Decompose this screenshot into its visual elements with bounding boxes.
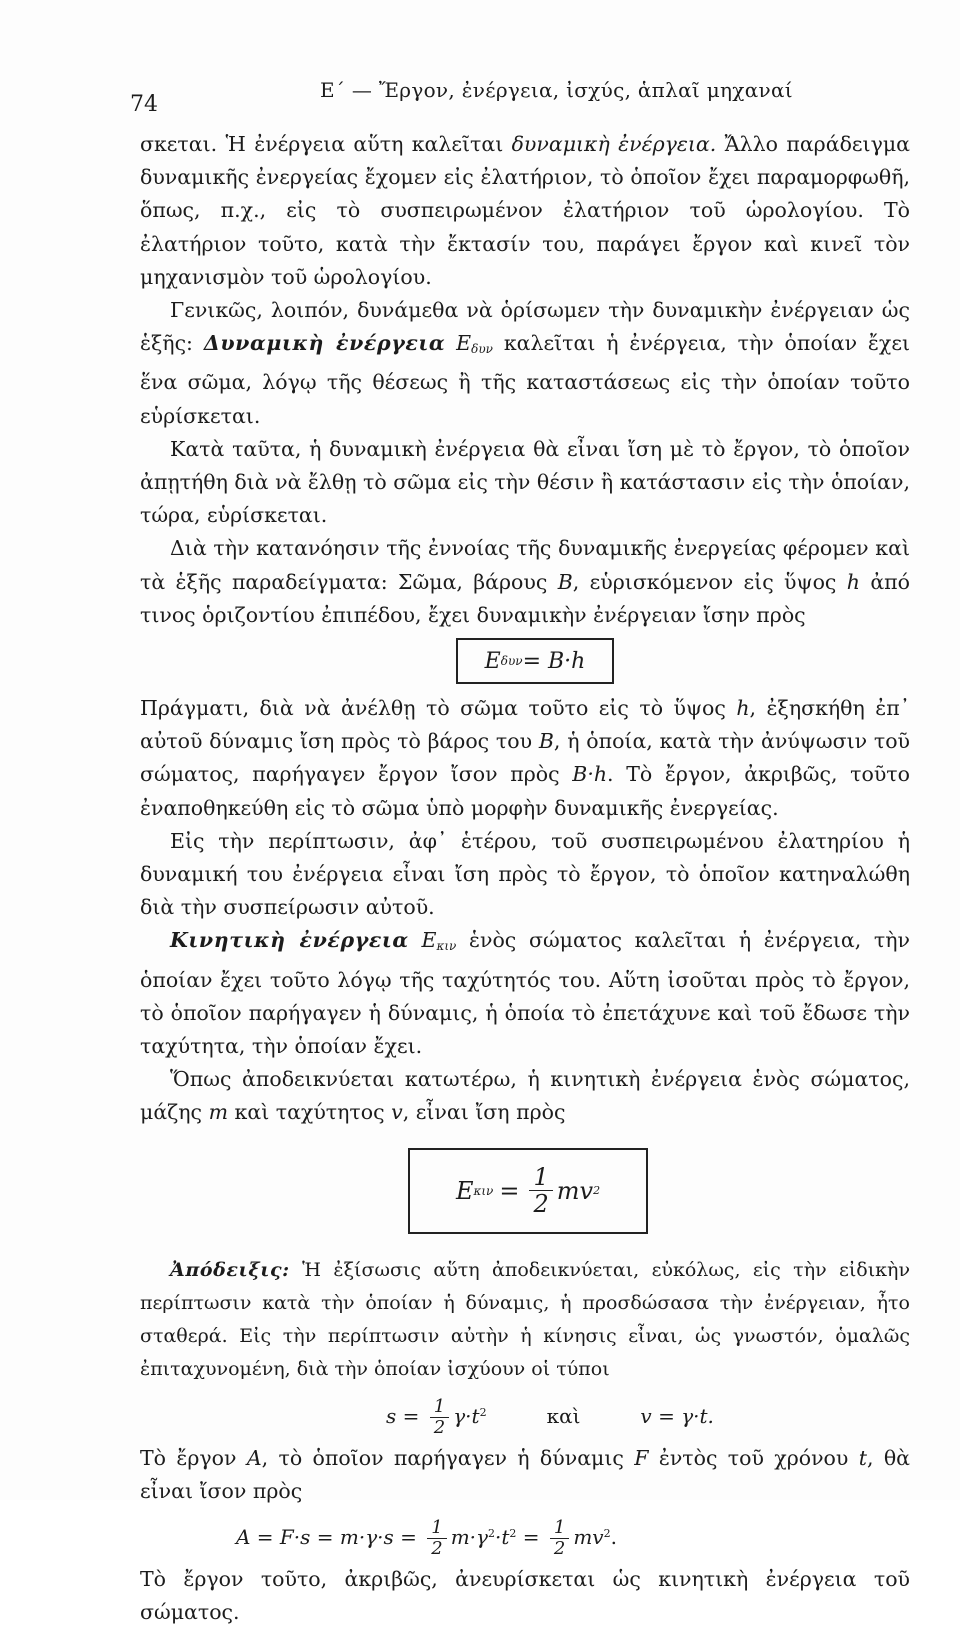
paragraph-conclusion: Τὸ ἔργον τοῦτο, ἀκριβῶς, ἀνευρίσκεται ὡς κινητικὴ ἐνέργεια τοῦ σώματος. — [140, 1566, 910, 1625]
formula-kinetic-energy: E κιν = $\frac{1}{2}$ mv 2 — [408, 1148, 648, 1234]
paragraph-potential-definition: Γενικῶς, λοιπόν, δυνάμεθα νὰ ὁρίσωμεν τὴν δυναμικὴν ἐνέργειαν ὡς ἑξῆς: Δυναμικὴ ἐνέργεια $E_{\delta\upsilon\nu}$ καλεῖται ἡ ἐνέργεια, τὴν ὁποίαν ἔχει ἕνα σῶμα, λόγῳ τῆς θέσεως ἢ τῆς καταστάσεως εἰς τὴν ὁποίαν τοῦτο εὑρίσκεται. — [140, 298, 910, 428]
paragraph-kinetic-intro: Ὅπως ἀποδεικνύεται κατωτέρω, ἡ κινητικὴ ἐνέργεια ἑνὸς σώματος, μάζης m καὶ ταχύτητος v, εἶναι ἴση πρὸς — [140, 1067, 910, 1125]
fraction-one-half: $\frac{1}{2}$ — [529, 1164, 552, 1218]
fraction-one-half: $\frac{1}{2}$ — [430, 1397, 449, 1438]
term-kinetic-energy: Κινητικὴ ἐνέργεια — [170, 928, 409, 953]
formula-potential-energy: E δυν = B·h — [456, 638, 614, 684]
fraction-one-half: $\frac{1}{2}$ — [427, 1518, 446, 1559]
paragraph-work-equivalence: Κατὰ ταῦτα, ἡ δυναμικὴ ἐνέργεια θὰ εἶναι ἴση μὲ τὸ ἔργον, τὸ ὁποῖον ἀπῃτήθη διὰ νὰ ἔλθῃ τὸ σῶμα εἰς τὴν θέσιν ἢ κατάστασιν εἰς τὴν ὁποίαν, τώρα, εὑρίσκεται. — [140, 436, 910, 528]
page-number: 74 — [130, 92, 158, 117]
paragraph-explanation: Πράγματι, διὰ νὰ ἀνέλθῃ τὸ σῶμα τοῦτο εἰς τὸ ὕψος h, ἐξησκήθη ἐπ᾿ αὐτοῦ δύναμις ἴση πρὸς τὸ βάρος του B, ἡ ὁποία, κατὰ τὴν ἀνύψωσιν τοῦ σώματος, παρήγαγεν ἔργον ἴσον πρὸς B·h. Τὸ ἔργον, ἀκριβῶς, τοῦτο ἐναποθηκεύθη εἰς τὸ σῶμα ὑπὸ μορφὴν δυναμικῆς ἐνεργείας. — [140, 696, 911, 820]
fraction-one-half: $\frac{1}{2}$ — [550, 1518, 569, 1559]
paragraph-kinetic-definition: Κινητικὴ ἐνέργεια $E_{\kappa\iota\nu}$ ἑνὸς σώματος καλεῖται ἡ ἐνέργεια, τὴν ὁποίαν ἔχει τοῦτο λόγῳ τῆς ταχύτητός του. Αὕτη ἰσοῦται πρὸς τὸ ἔργον, τὸ ὁποῖον παρήγαγεν ἡ δύναμις, ἡ ὁποία τὸ ἐπετάχυνε καὶ τοῦ ἔδωσε τὴν ταχύτητα, τὴν ὁποίαν ἔχει. — [140, 928, 910, 1059]
paragraph-potential-intro: σκεται. Ἡ ἐνέργεια αὕτη καλεῖται δυναμικὴ ἐνέργεια. Ἄλλο παράδειγμα δυναμικῆς ἐνεργείας ἔχομεν εἰς ἐλατήριον, τὸ ὁποῖον ἔχει παραμορφωθῆ, ὅπως, π.χ., εἰς τὸ συσπειρωμένον ἐλατήριον τοῦ ὡρολογίου. Τὸ ἐλατήριον τοῦτο, κατὰ τὴν ἔκτασίν του, παράγει ἔργον καὶ κινεῖ τὸν μηχανισμὸν τοῦ ὡρολογίου. — [140, 132, 910, 289]
equations-kinematics: s = $\frac{1}{2}$ $\gamma\cdot t^2$ καὶ v = γ·t. — [386, 1395, 714, 1438]
page-header — [130, 78, 910, 118]
term-potential-energy: Δυναμικὴ ἐνέργεια — [203, 331, 446, 356]
running-title: Ε΄ — Ἔργον, ἐνέργεια, ἰσχύς, ἁπλαῖ μηχαναί — [320, 78, 793, 102]
paragraph-proof: Ἀπόδειξις: Ἡ ἐξίσωσις αὕτη ἀποδεικνύεται, εὐκόλως, εἰς τὴν εἰδικὴν περίπτωσιν κατὰ τὴν ὁποίαν ἡ δύναμις, ἡ προσδώσασα τὴν ἐνέργειαν, ἦτο σταθερά. Εἰς τὴν περίπτωσιν αὐτὴν ἡ κίνησις εἶναι, ὡς γνωστόν, ὁμαλῶς ἐπιταχυνομένη, διὰ τὴν ὁποίαν ἰσχύουν οἱ τύποι — [140, 1258, 910, 1381]
paragraph-spring: Εἰς τὴν περίπτωσιν, ἀφ᾿ ἑτέρου, τοῦ συσπειρωμένου ἐλατηρίου ἡ δυναμική του ἐνέργεια εἶναι ἴση πρὸς τὸ ἔργον, τὸ ὁποῖον κατηναλώθη διὰ τὴν συσπείρωσιν αὐτοῦ. — [140, 828, 910, 920]
paragraph-work: Τὸ ἔργον A, τὸ ὁποῖον παρήγαγεν ἡ δύναμις F ἐντὸς τοῦ χρόνου t, θὰ εἶναι ἴσον πρὸς — [140, 1445, 910, 1503]
proof-label: Ἀπόδειξις: — [170, 1258, 290, 1281]
equation-work-derivation: A = F·s = m·γ·s = $\frac{1}{2}$ $m\cdot\gamma^2\cdot t^2$ = $\frac{1}{2}$ $mv^2$. — [236, 1517, 617, 1559]
paragraph-examples: Διὰ τὴν κατανόησιν τῆς ἐννοίας τῆς δυναμικῆς ἐνεργείας φέρομεν καὶ τὰ ἑξῆς παραδείγματα: Σῶμα, βάρους B, εὑρισκόμενον εἰς ὕψος h ἀπό τινος ὁριζοντίου ἐπιπέδου, ἔχει δυναμικὴν ἐνέργειαν ἴσην πρὸς — [140, 536, 910, 627]
page-body — [140, 128, 910, 1629]
